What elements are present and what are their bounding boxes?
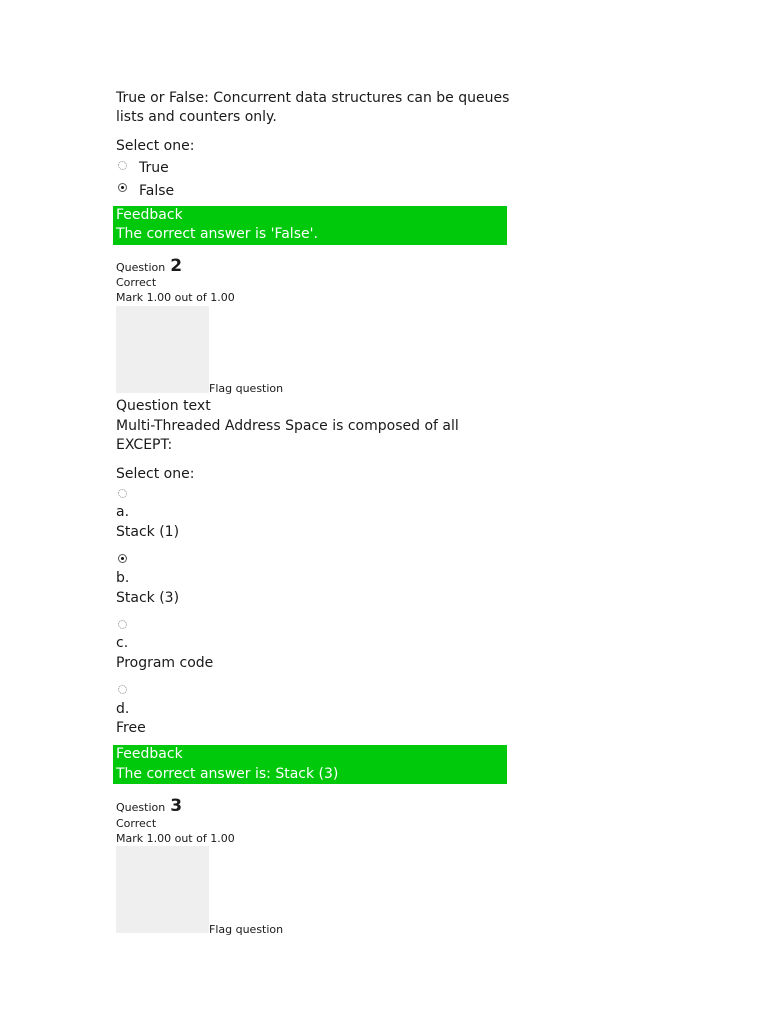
q2-question-text-heading: Question text [116,398,211,414]
q2-question-text-line2: EXCEPT: [116,437,173,453]
q2-feedback-title: Feedback [116,746,183,762]
q2-radio-c[interactable] [118,620,127,629]
q2-feedback-box [113,745,507,784]
q2-status: Correct [116,276,157,289]
q1-option-true-label[interactable]: True [139,160,169,176]
q2-flag-icon[interactable] [116,306,209,393]
q2-option-d-letter[interactable]: d. [116,701,130,717]
q1-radio-false[interactable] [118,183,127,192]
q1-feedback-answer: The correct answer is 'False'. [116,226,318,242]
q2-question-number: 2 [170,256,183,276]
q2-radio-a[interactable] [118,489,127,498]
q2-question-label: Question [116,261,166,274]
q2-radio-d[interactable] [118,685,127,694]
q2-option-b-letter[interactable]: b. [116,570,130,586]
q2-option-c-label[interactable]: Program code [116,655,214,671]
q1-option-false-label[interactable]: False [139,183,175,199]
q1-feedback-title: Feedback [116,207,183,223]
q2-header [116,256,182,276]
q3-header [116,796,182,816]
q1-feedback-box [113,206,507,245]
q2-select-label: Select one: [116,466,195,482]
q3-status: Correct [116,817,157,830]
q3-flag-icon[interactable] [116,846,209,933]
q2-mark: Mark 1.00 out of 1.00 [116,291,235,304]
q1-question-text-line1: True or False: Concurrent data structures can be queues [116,90,510,106]
q2-question-text-line1: Multi-Threaded Address Space is composed of all [116,418,459,434]
q2-option-a-letter[interactable]: a. [116,504,130,520]
q2-option-c-letter[interactable]: c. [116,635,129,651]
q1-select-label: Select one: [116,138,195,154]
q3-question-label: Question [116,801,166,814]
q3-flag-question-link[interactable]: Flag question [209,923,284,936]
q3-question-number: 3 [170,796,183,816]
q2-feedback-answer: The correct answer is: Stack (3) [116,766,339,782]
q2-flag-question-link[interactable]: Flag question [209,382,284,395]
q1-question-text-line2: lists and counters only. [116,109,277,125]
q1-radio-true[interactable] [118,161,127,170]
q2-option-a-label[interactable]: Stack (1) [116,524,180,540]
q2-radio-b[interactable] [118,554,127,563]
q3-mark: Mark 1.00 out of 1.00 [116,832,235,845]
q2-question-text [116,417,459,455]
q2-option-d-label[interactable]: Free [116,720,146,736]
q2-option-b-label[interactable]: Stack (3) [116,590,180,606]
q1-question-text [116,89,509,127]
